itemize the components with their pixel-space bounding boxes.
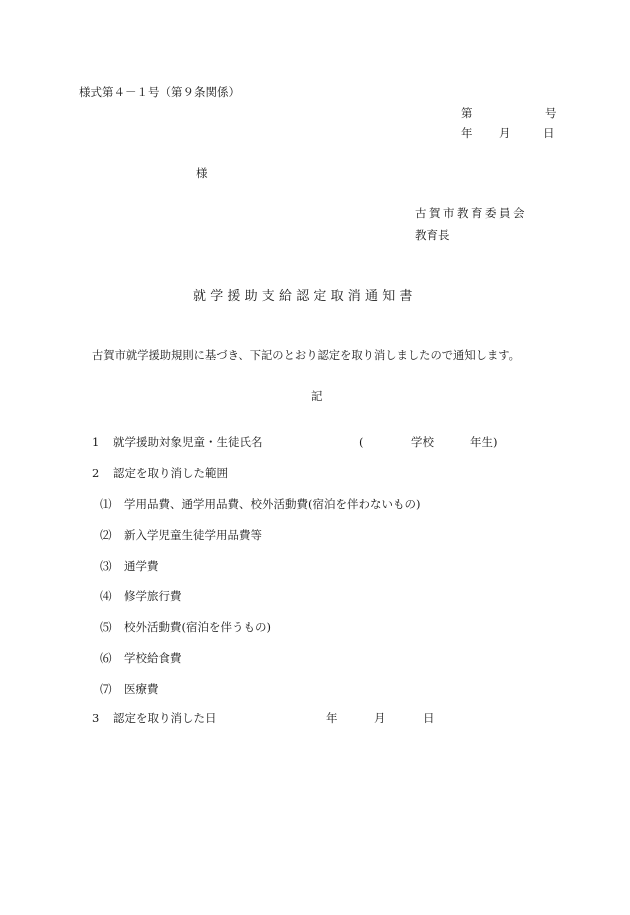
list-item-mark: ⑸ xyxy=(100,620,112,634)
list-item-text: 新入学児童生徒学用品費等 xyxy=(124,528,262,542)
form-label: 様式第４－１号（第９条関係） xyxy=(79,85,240,99)
list-item-text: 修学旅行費 xyxy=(124,589,182,603)
list-item-mark: ⑶ xyxy=(100,559,112,573)
section-3-month: 月 xyxy=(374,711,386,725)
number-prefix: 第 xyxy=(461,106,473,120)
list-item-mark: ⑵ xyxy=(100,528,112,542)
list-item-text: 学用品費、通学用品費、校外活動費(宿泊を伴わないもの) xyxy=(124,497,421,511)
issuer-title: 教育長 xyxy=(415,228,450,242)
section-3-day: 日 xyxy=(423,711,435,725)
section-3-number: 3 xyxy=(92,711,100,725)
section-1-label: 就学援助対象児童・生徒氏名 xyxy=(113,435,263,449)
list-item-text: 通学費 xyxy=(124,559,159,573)
section-1-number: 1 xyxy=(92,435,100,449)
list-item-text: 学校給食費 xyxy=(124,651,182,665)
ki-marker: 記 xyxy=(311,389,323,403)
list-item-mark: ⑷ xyxy=(100,589,112,603)
body-text: 古賀市就学援助規則に基づき、下記のとおり認定を取り消しましたので通知します。 xyxy=(92,349,520,362)
list-item-mark: ⑺ xyxy=(100,682,112,696)
list-item-mark: ⑴ xyxy=(100,497,112,511)
list-item-text: 校外活動費(宿泊を伴うもの) xyxy=(124,620,271,634)
date-day: 日 xyxy=(543,126,555,140)
section-1-school: 学校 xyxy=(411,435,434,449)
number-suffix: 号 xyxy=(545,106,557,120)
section-3-label: 認定を取り消した日 xyxy=(113,711,217,725)
section-2-label: 認定を取り消した範囲 xyxy=(113,466,228,480)
addressee-suffix: 様 xyxy=(196,166,208,180)
document-title: 就学援助支給認定取消通知書 xyxy=(193,289,417,304)
date-month: 月 xyxy=(499,126,511,140)
date-year: 年 xyxy=(461,126,473,140)
section-1-paren-open: ( xyxy=(359,435,364,449)
section-2-number: 2 xyxy=(92,466,100,480)
issuer-org: 古賀市教育委員会 xyxy=(415,206,527,220)
section-3-year: 年 xyxy=(326,711,338,725)
section-1-grade: 年生) xyxy=(470,435,498,449)
list-item-text: 医療費 xyxy=(124,682,159,696)
list-item-mark: ⑹ xyxy=(100,651,112,665)
